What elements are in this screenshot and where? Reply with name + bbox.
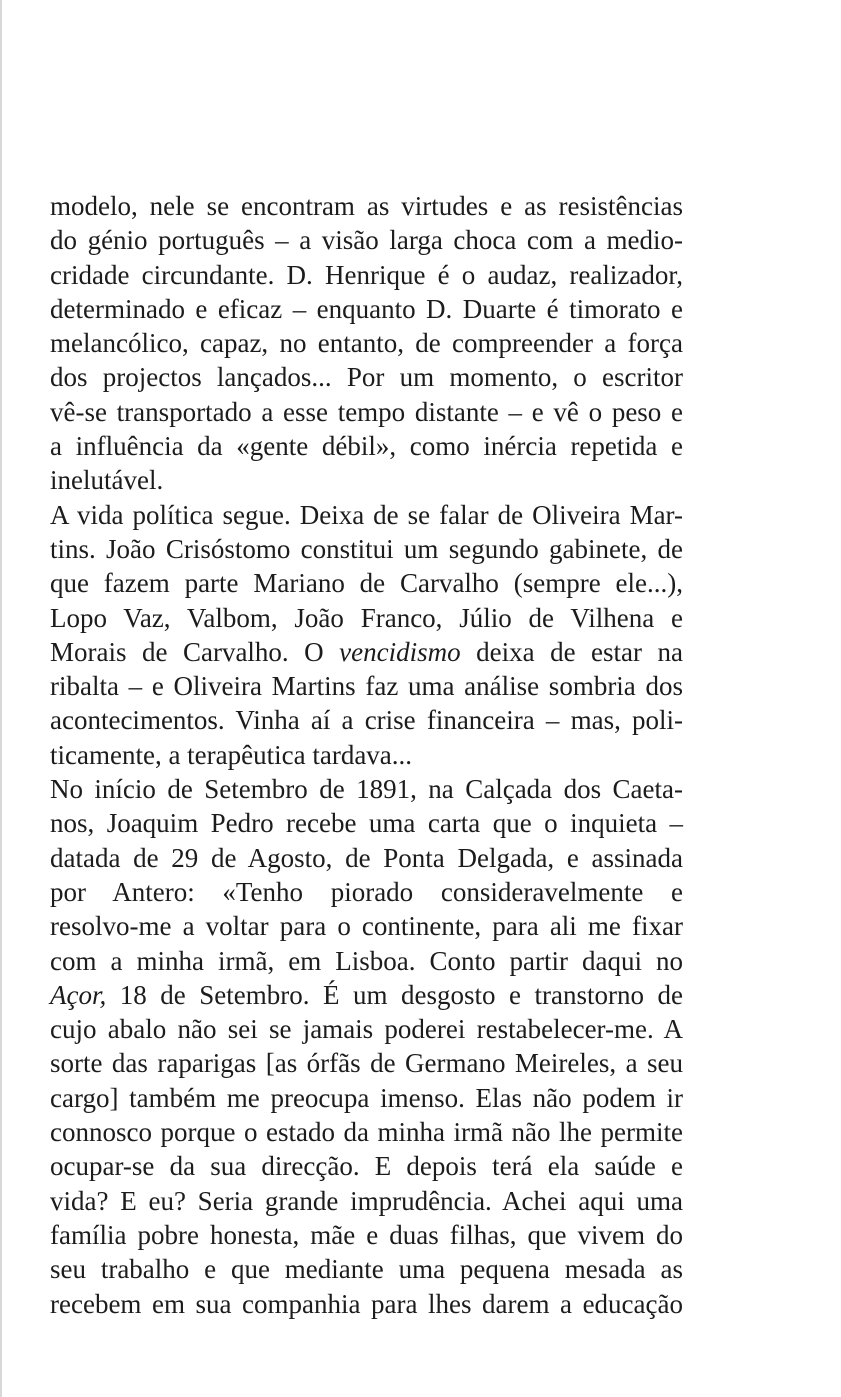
text-line — [50, 635, 683, 669]
text-line: Lopo Vaz, Valbom, João Franco, Júlio de Vilhena e — [50, 602, 683, 633]
text-line: cridade circundante. D. Henrique é o audaz, realizador, — [50, 259, 683, 290]
text-segment: 18 de Setembro. É um desgosto e transtorno de — [106, 979, 683, 1010]
text-line: melancólico, capaz, no entanto, de compreender a força — [50, 328, 683, 359]
text-line: com a minha irmã, em Lisboa. Conto partir daqui no — [50, 945, 683, 976]
text-line: cargo] também me preocupa imenso. Elas não podem ir — [50, 1082, 683, 1113]
text-line: família pobre honesta, mãe e duas filhas, que vivem do — [50, 1219, 683, 1250]
text-segment: deixa de estar na — [460, 636, 683, 667]
text-line: que fazem parte Mariano de Carvalho (sempre ele...), — [50, 568, 683, 599]
text-line: sorte das raparigas [as órfãs de Germano Meireles, a seu — [50, 1048, 683, 1079]
text-line: por Antero: «Tenho piorado consideravelmente e — [50, 876, 683, 907]
text-line: cujo abalo não sei se jamais poderei restabelecer-me. A — [50, 1014, 683, 1045]
italic-term: Açor, — [50, 979, 107, 1010]
text-line: acontecimentos. Vinha aí a crise financeira – mas, poli- — [50, 705, 683, 736]
text-line — [50, 978, 683, 1012]
text-line: ribalta – e Oliveira Martins faz uma análise sombria dos — [50, 671, 683, 702]
text-line: tins. João Crisóstomo constitui um segundo gabinete, de — [50, 533, 683, 564]
text-line: dos projectos lançados... Por um momento, o escritor — [50, 362, 683, 393]
text-line: modelo, nele se encontram as virtudes e as resistências — [50, 191, 683, 221]
page-edge — [0, 0, 2, 1397]
text-line: nos, Joaquim Pedro recebe uma carta que o inquieta – — [50, 808, 683, 839]
text-line: vida? E eu? Seria grande imprudência. Achei aqui uma — [50, 1185, 683, 1216]
italic-term: vencidismo — [339, 636, 461, 667]
text-line: a influência da «gente débil», como inércia repetida e — [50, 431, 683, 462]
text-line: do génio português – a visão larga choca com a medio- — [50, 225, 683, 256]
text-line: recebem em sua companhia para lhes darem a educação — [50, 1288, 683, 1319]
text-line: seu trabalho e que mediante uma pequena mesada as — [50, 1254, 683, 1285]
text-line: inelutável. — [50, 465, 164, 496]
text-line: vê-se transportado a esse tempo distante – e vê o peso e — [50, 396, 683, 427]
text-line: determinado e eficaz – enquanto D. Duarte é timorato e — [50, 293, 683, 324]
text-line: resolvo-me a voltar para o continente, para ali me fixar — [50, 911, 683, 942]
body-text — [50, 189, 683, 1321]
text-line: connosco porque o estado da minha irmã não lhe permite — [50, 1117, 683, 1148]
text-line: A vida política segue. Deixa de se falar de Oliveira Mar- — [50, 499, 683, 530]
text-line: datada de 29 de Agosto, de Ponta Delgada, e assinada — [50, 842, 683, 873]
text-line: ocupar-se da sua direcção. E depois terá ela saúde e — [50, 1151, 683, 1182]
text-segment: Morais de Carvalho. O — [50, 636, 340, 667]
text-line: ticamente, a terapêutica tardava... — [50, 739, 413, 770]
text-line: No início de Setembro de 1891, na Calçada dos Caeta- — [50, 774, 683, 805]
